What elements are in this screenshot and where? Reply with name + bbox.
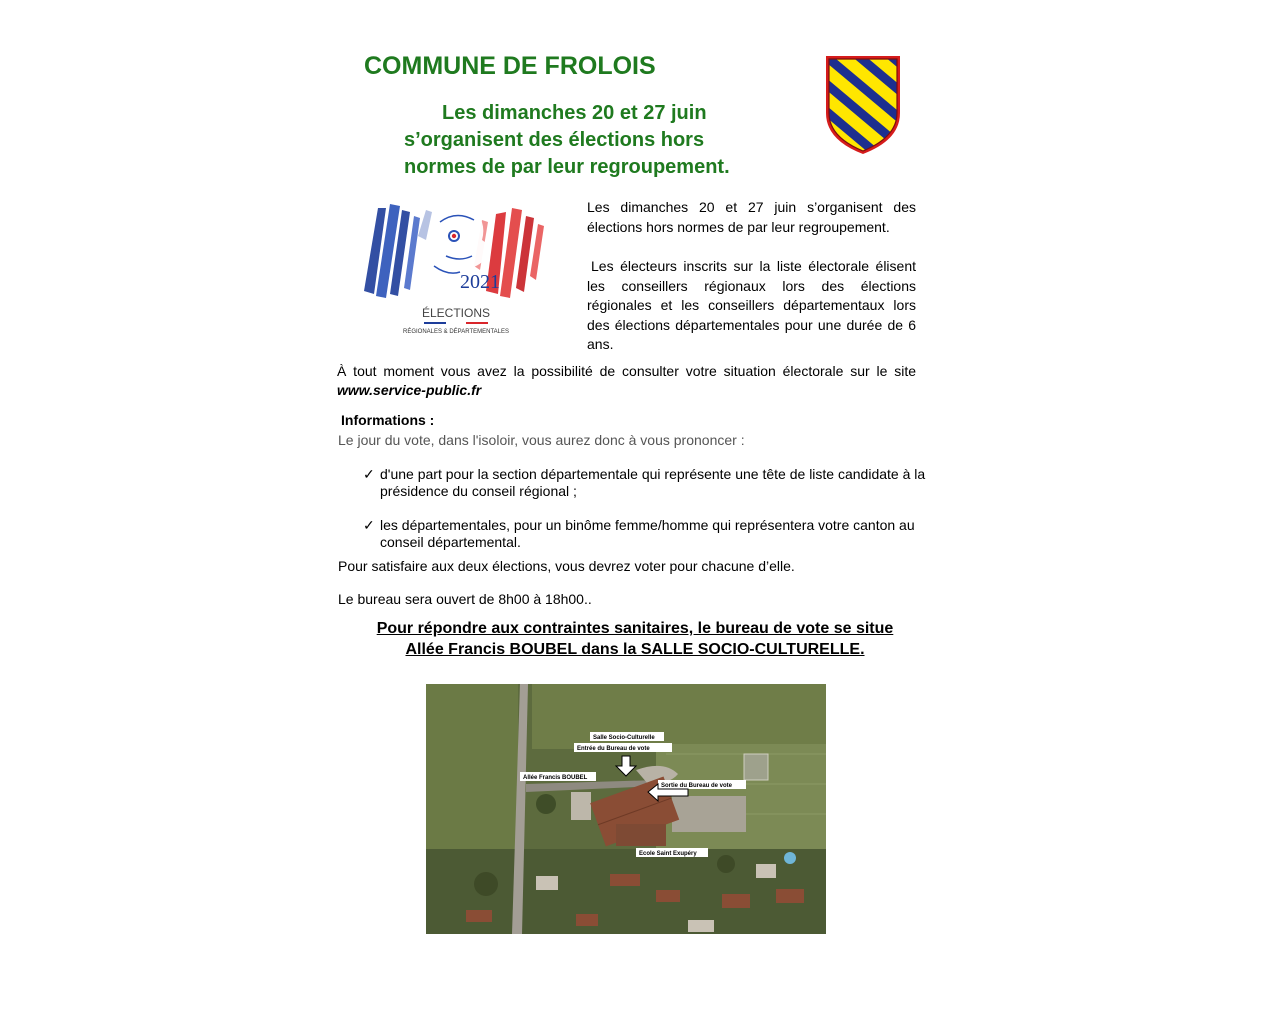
informations-lead: Le jour du vote, dans l'isoloir, vous aurez donc à vous prononcer :: [338, 432, 745, 448]
satisfy-text: Pour satisfaire aux deux élections, vous devrez voter pour chacune d’elle.: [338, 558, 795, 574]
coat-of-arms-icon: [823, 55, 903, 155]
opening-hours: Le bureau sera ouvert de 8h00 à 18h00..: [338, 591, 592, 607]
elections-logo: [356, 196, 556, 338]
consult-paragraph: [337, 362, 916, 400]
page-title: COMMUNE DE FROLOIS: [364, 52, 656, 80]
location-notice: [330, 618, 940, 660]
notice-line-1: Pour répondre aux contraintes sanitaires, le bureau de vote se situe: [376, 620, 894, 637]
consult-text: À tout moment vous avez la possibilité de consulter votre situation électorale sur le site: [337, 363, 916, 379]
intro-paragraph-2: Les électeurs inscrits sur la liste électorale élisent les conseillers régionaux lors des élections régionales et les conseillers départementaux lors des élections départementales pour une durée de 6 ans.: [587, 258, 916, 352]
service-public-link[interactable]: www.service-public.fr: [337, 382, 482, 398]
list-item-text: les départementales, pour un binôme femme/homme qui représentera votre canton au conseil départemental.: [380, 517, 915, 550]
list-item: [363, 466, 940, 500]
map-label-ecole: Ecole Saint Exupéry: [639, 851, 697, 857]
map-label-entree: Entrée du Bureau de vote: [577, 746, 650, 752]
logo-year: 2021: [460, 271, 500, 293]
subtitle-line-1: Les dimanches 20 et 27 juin: [442, 102, 707, 124]
list-item: [363, 517, 940, 551]
subtitle-line-2: s’organisent des élections hors: [404, 129, 705, 151]
notice-line-2: Allée Francis BOUBEL dans la SALLE SOCIO-CULTURELLE.: [405, 641, 865, 658]
page-subtitle: [404, 100, 804, 181]
subtitle-line-3: normes de par leur regroupement.: [404, 156, 730, 178]
map-label-sortie: Sortie du Bureau de vote: [661, 783, 733, 789]
intro-paragraph-1: Les dimanches 20 et 27 juin s’organisent des élections hors normes de par leur regroupement.: [587, 199, 916, 235]
logo-tagline: RÉGIONALES & DÉPARTEMENTALES: [402, 329, 510, 335]
map-label-allee: Allée Francis BOUBEL: [523, 775, 588, 781]
checkmark-icon: ✓: [363, 466, 375, 482]
map-label-salle: Salle Socio-Culturelle: [593, 735, 655, 741]
aerial-map: [426, 684, 826, 934]
intro-text: [587, 198, 916, 355]
list-item-text: d'une part pour la section départementale qui représente une tête de liste candidate à la présidence du conseil régional ;: [380, 466, 926, 499]
logo-word: ÉLECTIONS: [421, 306, 491, 320]
checkmark-icon: ✓: [363, 517, 375, 533]
informations-heading: Informations :: [341, 412, 435, 428]
